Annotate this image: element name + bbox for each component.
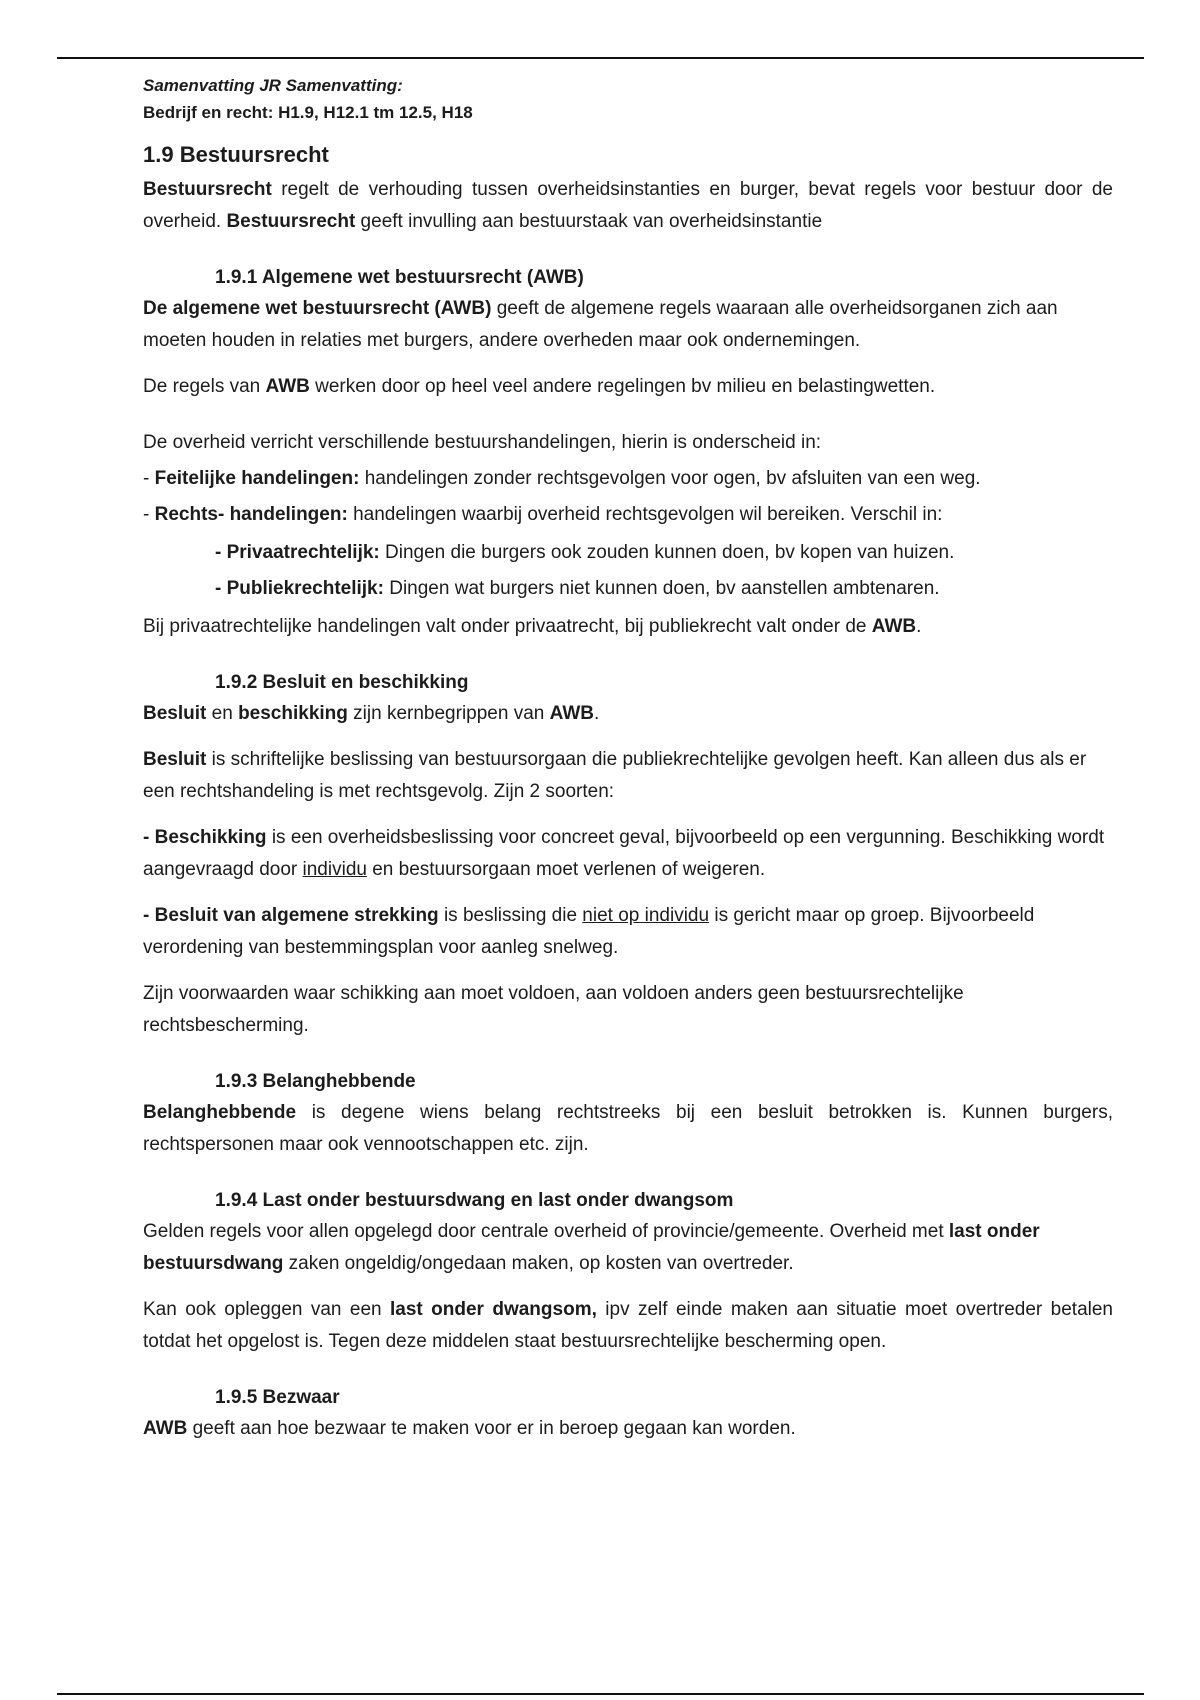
list-item: - Rechts- handelingen: handelingen waarbij overheid rechtsgevolgen wil bereiken. Verschil in: xyxy=(143,504,943,525)
paragraph: De regels van AWB werken door op heel veel andere regelingen bv milieu en belastingwetten. xyxy=(143,376,936,397)
paragraph: Gelden regels voor allen opgelegd door centrale overheid of provincie/gemeente. Overheid met last onder bestuursdwang zaken ongeldig/ongedaan maken, op kosten van overtreder. xyxy=(143,1221,1040,1274)
section-heading-1-9-2: 1.9.2 Besluit en beschikking xyxy=(215,672,469,693)
section-heading-1-9-5: 1.9.5 Bezwaar xyxy=(215,1387,340,1408)
sub-list-item: - Publiekrechtelijk: Dingen wat burgers niet kunnen doen, bv aanstellen ambtenaren. xyxy=(215,578,940,599)
paragraph: Kan ook opleggen van een last onder dwangsom, ipv zelf einde maken aan situatie moet overtreder betalen totdat het opgelost is. Tegen deze middelen staat bestuursrechtelijke bescherming open. xyxy=(143,1299,1114,1352)
section-heading-1-9: 1.9 Bestuursrecht xyxy=(143,142,329,167)
top-rule xyxy=(57,57,1144,59)
section-heading-1-9-1: 1.9.1 Algemene wet bestuursrecht (AWB) xyxy=(215,267,584,288)
paragraph: De overheid verricht verschillende bestuurshandelingen, hierin is onderscheid in: xyxy=(143,432,822,453)
paragraph: - Besluit van algemene strekking is beslissing die niet op individu is gericht maar op groep. Bijvoorbeeld verordening van bestemmingsplan voor aanleg snelweg. xyxy=(143,905,1035,958)
section-heading-1-9-3: 1.9.3 Belanghebbende xyxy=(215,1071,416,1092)
paragraph: Belanghebbende is degene wiens belang rechtstreeks bij een besluit betrokken is. Kunnen burgers, rechtspersonen maar ook vennootschappen etc. zijn. xyxy=(143,1102,1113,1155)
paragraph: Bij privaatrechtelijke handelingen valt onder privaatrecht, bij publiekrecht valt onder de AWB. xyxy=(143,616,922,637)
document-page xyxy=(143,72,1113,1459)
doc-header-title: Samenvatting JR Samenvatting: xyxy=(143,76,403,95)
paragraph: AWB geeft aan hoe bezwaar te maken voor er in beroep gegaan kan worden. xyxy=(143,1418,796,1439)
paragraph: Besluit is schriftelijke beslissing van bestuursorgaan die publiekrechtelijke gevolgen heeft. Kan alleen dus als er een rechtshandeling is met rechtsgevolg. Zijn 2 soorten: xyxy=(143,749,1087,802)
paragraph: Zijn voorwaarden waar schikking aan moet voldoen, aan voldoen anders geen bestuursrechtelijke rechtsbescherming. xyxy=(143,983,964,1036)
paragraph: Bestuursrecht regelt de verhouding tussen overheidsinstanties en burger, bevat regels voor bestuur door de overheid. Bestuursrecht geeft invulling aan bestuurstaak van overheidsinstantie xyxy=(143,179,1113,232)
bottom-rule xyxy=(57,1693,1144,1695)
paragraph: - Beschikking is een overheidsbeslissing voor concreet geval, bijvoorbeeld op een vergunning. Beschikking wordt aangevraagd door individu en bestuursorgaan moet verlenen of weigeren. xyxy=(143,827,1105,880)
list-item: - Feitelijke handelingen: handelingen zonder rechtsgevolgen voor ogen, bv afsluiten van een weg. xyxy=(143,468,981,489)
section-heading-1-9-4: 1.9.4 Last onder bestuursdwang en last onder dwangsom xyxy=(215,1190,734,1211)
sub-list-item: - Privaatrechtelijk: Dingen die burgers ook zouden kunnen doen, bv kopen van huizen. xyxy=(215,542,955,563)
doc-header-subtitle: Bedrijf en recht: H1.9, H12.1 tm 12.5, H18 xyxy=(143,103,473,122)
paragraph: Besluit en beschikking zijn kernbegrippen van AWB. xyxy=(143,703,600,724)
paragraph: De algemene wet bestuursrecht (AWB) geeft de algemene regels waaraan alle overheidsorganen zich aan moeten houden in relaties met burgers, andere overheden maar ook ondernemingen. xyxy=(143,298,1058,351)
